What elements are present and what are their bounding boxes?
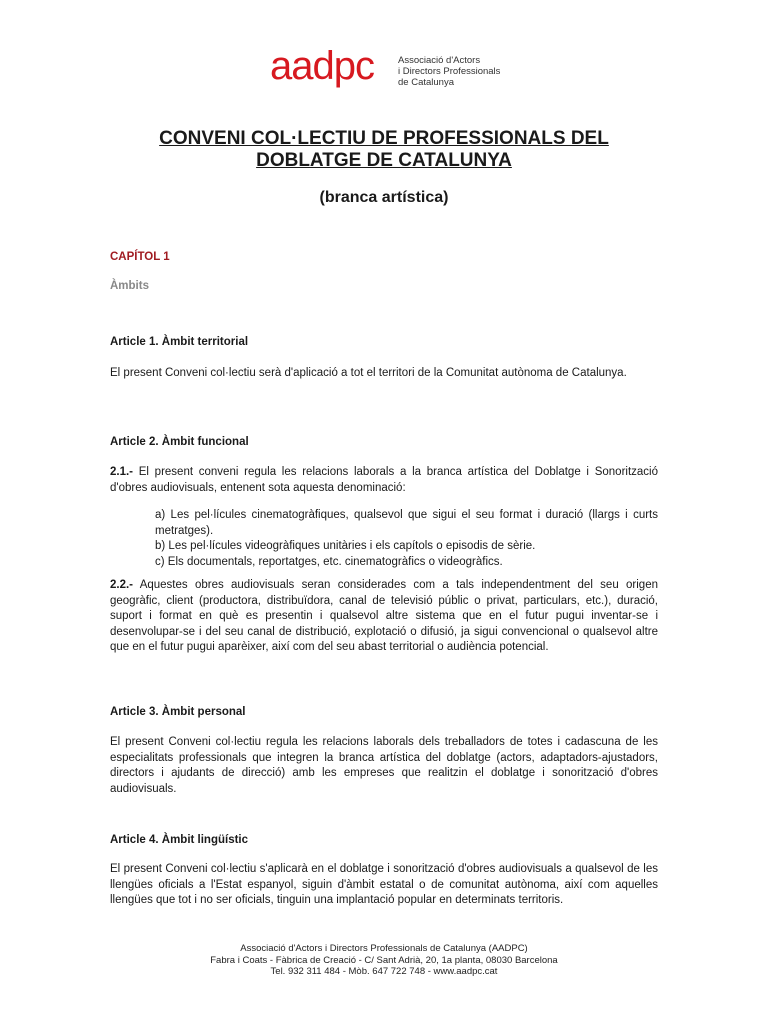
footer-line: Tel. 932 311 484 - Mòb. 647 722 748 - www.aadpc.cat [270, 966, 498, 977]
logo-line: de Catalunya [398, 77, 454, 88]
footer-line: Associació d'Actors i Directors Professionals de Catalunya (AADPC) [240, 943, 528, 954]
chapter-heading: CAPÍTOL 1 [110, 251, 170, 263]
article-4-text: El present Conveni col·lectiu s'aplicarà en el doblatge i sonorització d'obres audiovisuals a qualsevol de les llengües oficials a l'Estat espanyol, siguin d'àmbit estatal o de comunitat autònoma, així com aquelles llengües que tot i no ser oficials, tinguin una implantació popular en determinats territoris. [110, 863, 658, 907]
paragraph-text: El present conveni regula les relacions laborals a la branca artística del Doblatge i Sonorització d'obres audiovisuals, entenent sota aquesta denominació: [110, 466, 658, 494]
paragraph-label: 2.2.- [110, 579, 134, 591]
article-2-paragraph-2 [110, 578, 658, 656]
article-2-list [155, 508, 658, 570]
article-4-heading: Article 4. Àmbit lingüístic [110, 834, 249, 846]
logo-line: i Directors Professionals [398, 66, 501, 77]
page-footer [0, 943, 768, 978]
chapter-subtitle: Àmbits [110, 280, 149, 292]
article-3-text: El present Conveni col·lectiu regula les relacions laborals dels treballadors de totes i cadascuna de les especialitats professionals que integren la branca artística del doblatge (actors, adaptadors-ajustadors, directors i ajudants de direcció) amb les empreses que realitzin el doblatge i sonorització d'obres audiovisuals. [110, 736, 658, 795]
article-1-heading: Article 1. Àmbit territorial [110, 336, 249, 348]
logo-mark: aadpc [270, 44, 374, 88]
footer-line: Fabra i Coats - Fàbrica de Creació - C/ Sant Adrià, 20, 1a planta, 08030 Barcelona [210, 954, 558, 966]
title-line-1: CONVENI COL·LECTIU DE PROFESSIONALS DEL [159, 128, 609, 149]
article-2-paragraph-1 [110, 465, 658, 496]
logo-line: Associació d'Actors [398, 55, 481, 66]
logo-text [398, 55, 538, 88]
list-item: a) Les pel·lícules cinematogràfiques, qualsevol que sigui el seu format i duració (llargs i curts metratges). [155, 509, 658, 537]
article-2-heading: Article 2. Àmbit funcional [110, 436, 249, 448]
article-3-heading: Article 3. Àmbit personal [110, 706, 246, 718]
list-item: c) Els documentals, reportatges, etc. cinematogràfics o videogràfics. [155, 555, 503, 568]
article-1-text: El present Conveni col·lectiu serà d'aplicació a tot el territori de la Comunitat autònoma de Catalunya. [110, 367, 627, 379]
document-subtitle: (branca artística) [319, 189, 449, 206]
title-line-2: DOBLATGE DE CATALUNYA [256, 150, 512, 171]
paragraph-label: 2.1.- [110, 466, 134, 478]
list-item: b) Les pel·lícules videogràfiques unitàries i els capítols o episodis de sèrie. [155, 540, 536, 553]
document-title [0, 128, 768, 172]
paragraph-text: Aquestes obres audiovisuals seran considerades com a tals independentment del seu origen geogràfic, client (productora, distribuïdora, canal de televisió públic o privat, particulars, etc.), duració, suport i format en què es presentin i qualsevol altre sistema que en el futur pugui inventar-se i desenvolupar-se i del seu canal de distribució, explotació o difusió, ja sigui convencional o qualsevol altre que en el futur pugui aparèixer, així com del seu abast territorial o audiència potencial. [110, 579, 658, 654]
